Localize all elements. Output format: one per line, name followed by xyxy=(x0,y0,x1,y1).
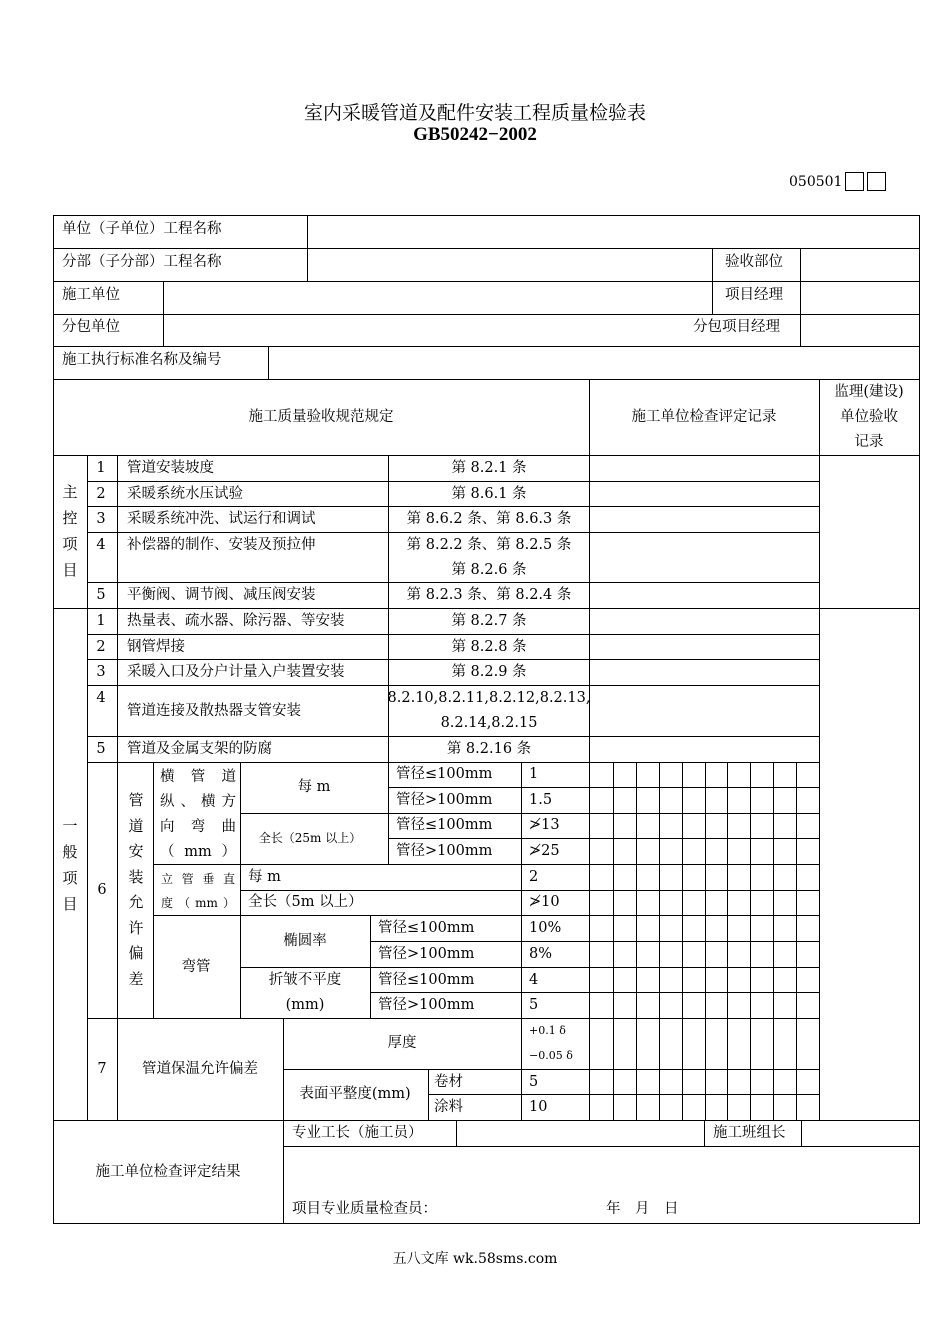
gen-clause-1: 第 8.2.7 条 xyxy=(451,613,527,629)
main-name-5: 平衡阀、调节阀、减压阀安装 xyxy=(127,587,316,603)
date-label: 年 月 日 xyxy=(606,1201,679,1217)
coat-value: 10 xyxy=(529,1099,548,1115)
subcontractor-label: 分包单位 xyxy=(62,319,120,335)
team-leader-label: 施工班组长 xyxy=(713,1125,786,1141)
main-name-3: 采暖系统冲洗、试运行和调试 xyxy=(127,511,316,527)
gen-clause-5: 第 8.2.16 条 xyxy=(446,741,532,757)
bend-label: 弯管 xyxy=(181,959,211,975)
gen-no-4: 4 xyxy=(96,690,106,706)
gen-no-6: 6 xyxy=(97,882,107,898)
sub-project-label: 分部（子分部）工程名称 xyxy=(62,254,222,270)
bend-val-3: 4 xyxy=(529,972,539,988)
thickness-tol-2: −0.05 δ xyxy=(529,1049,573,1062)
row6-d-gt-100-b: 管径>100mm xyxy=(396,843,493,859)
main-name-2: 采暖系统水压试验 xyxy=(127,486,243,502)
vert-full-value: ≯10 xyxy=(529,894,560,910)
gen-no-3: 3 xyxy=(96,664,106,680)
gen-name-3: 采暖入口及分户计量入户装置安装 xyxy=(127,664,345,680)
gen-name-1: 热量表、疏水器、除污器、等安装 xyxy=(127,613,345,629)
roll-value: 5 xyxy=(529,1074,539,1090)
gen-clause-4: 8.2.10,8.2.11,8.2.12,8.2.13, xyxy=(387,690,591,706)
supervisor-header-3: 记录 xyxy=(854,434,884,450)
foreman-label: 专业工长（施工员） xyxy=(292,1125,423,1141)
main-clause-4: 第 8.2.2 条、第 8.2.5 条 xyxy=(406,537,572,553)
bend-val-4: 5 xyxy=(529,997,539,1013)
form-code-number: 050501 xyxy=(789,173,843,190)
sub-project-manager-label: 分包项目经理 xyxy=(693,319,780,335)
gen-no-2: 2 xyxy=(96,639,106,655)
per-m-label: 每 m xyxy=(297,779,331,795)
gen-clause-3: 第 8.2.9 条 xyxy=(451,664,527,680)
main-clause-5: 第 8.2.3 条、第 8.2.4 条 xyxy=(406,587,572,603)
vert-full-label: 全长（5m 以上） xyxy=(248,894,363,910)
main-clause-3: 第 8.6.2 条、第 8.6.3 条 xyxy=(406,511,572,527)
gen-no-1: 1 xyxy=(96,613,106,629)
row6-d-le-100-b: 管径≤100mm xyxy=(396,817,493,833)
gen-clause-4b: 8.2.14,8.2.15 xyxy=(440,715,538,731)
main-name-4: 补偿器的制作、安装及预拉伸 xyxy=(127,537,316,553)
project-manager-label: 项目经理 xyxy=(725,287,783,303)
vertical-pipe-label: 立 管 垂 直 度（mm） xyxy=(161,872,235,910)
bend-val-1: 10% xyxy=(529,920,562,936)
flatness-label: 表面平整度(mm) xyxy=(299,1086,411,1102)
row6-val-1: 1 xyxy=(529,766,539,782)
bend-d-le-100-b: 管径≤100mm xyxy=(378,972,475,988)
standard-code: GB50242−2002 xyxy=(413,124,537,145)
main-clause-1: 第 8.2.1 条 xyxy=(451,460,527,476)
insulation-label: 管道保温允许偏差 xyxy=(142,1061,258,1077)
roll-label: 卷材 xyxy=(434,1074,463,1090)
coat-label: 涂料 xyxy=(434,1099,463,1115)
gen-name-4: 管道连接及散热器支管安装 xyxy=(127,703,301,719)
row6-val-4: ≯25 xyxy=(529,843,560,859)
main-clause-2: 第 8.6.1 条 xyxy=(451,486,527,502)
bend-val-2: 8% xyxy=(529,946,553,962)
unit-project-label: 单位（子单位）工程名称 xyxy=(62,221,222,237)
bend-d-le-100-a: 管径≤100mm xyxy=(378,920,475,936)
general-items-label: 一般项目 xyxy=(62,817,78,913)
inspector-label: 项目专业质量检查员： xyxy=(292,1201,437,1217)
row6-val-3: ≯13 xyxy=(529,817,560,833)
main-no-1: 1 xyxy=(96,460,106,476)
main-no-4: 4 xyxy=(96,537,106,553)
row6-d-gt-100-a: 管径>100mm xyxy=(396,792,493,808)
deviation-group-label: 管道安装允许偏差 xyxy=(128,791,144,988)
gen-name-5: 管道及金属支架的防腐 xyxy=(127,741,272,757)
result-label: 施工单位检查评定结果 xyxy=(95,1164,241,1180)
contractor-label: 施工单位 xyxy=(62,287,120,303)
bend-d-gt-100-a: 管径>100mm xyxy=(378,946,475,962)
form-title: 室内采暖管道及配件安装工程质量检验表 xyxy=(303,102,646,124)
main-no-2: 2 xyxy=(96,486,106,502)
watermark-text: 五八文库 wk.58sms.com xyxy=(392,1251,558,1267)
row6-val-2: 1.5 xyxy=(529,792,553,808)
thickness-tol-1: +0.1 δ xyxy=(529,1024,566,1037)
main-name-1: 管道安装坡度 xyxy=(127,460,214,476)
contractor-record-header: 施工单位检查评定记录 xyxy=(631,409,777,425)
row6-d-le-100-a: 管径≤100mm xyxy=(396,766,493,782)
gen-no-5: 5 xyxy=(96,741,106,757)
exec-standard-label: 施工执行标准名称及编号 xyxy=(62,352,222,368)
thickness-label: 厚度 xyxy=(387,1035,417,1051)
supervisor-header-2: 单位验收 xyxy=(840,409,898,425)
supervisor-header-1: 监理(建设) xyxy=(834,384,904,400)
vert-per-m-label: 每 m xyxy=(248,869,281,885)
horizontal-pipe-label: 横 管 道 纵、横方 向 弯 曲（mm） xyxy=(160,769,236,860)
full-length-25-label: 全长（25m 以上） xyxy=(258,831,362,845)
spec-header: 施工质量验收规范规定 xyxy=(248,409,394,425)
gen-clause-2: 第 8.2.8 条 xyxy=(451,639,527,655)
main-items-label: 主控项目 xyxy=(62,483,78,579)
main-clause-4b: 第 8.2.6 条 xyxy=(451,562,527,578)
vert-per-m-value: 2 xyxy=(529,869,539,885)
wrinkle-label: 折皱不平度 xyxy=(268,972,342,988)
main-no-3: 3 xyxy=(96,511,106,527)
gen-no-7: 7 xyxy=(97,1061,107,1077)
ovality-label: 椭圆率 xyxy=(283,933,327,949)
gen-name-2: 钢管焊接 xyxy=(127,639,185,655)
wrinkle-unit-label: (mm) xyxy=(285,997,325,1013)
main-no-5: 5 xyxy=(96,587,106,603)
bend-d-gt-100-b: 管径>100mm xyxy=(378,997,475,1013)
accept-part-label: 验收部位 xyxy=(725,254,783,270)
